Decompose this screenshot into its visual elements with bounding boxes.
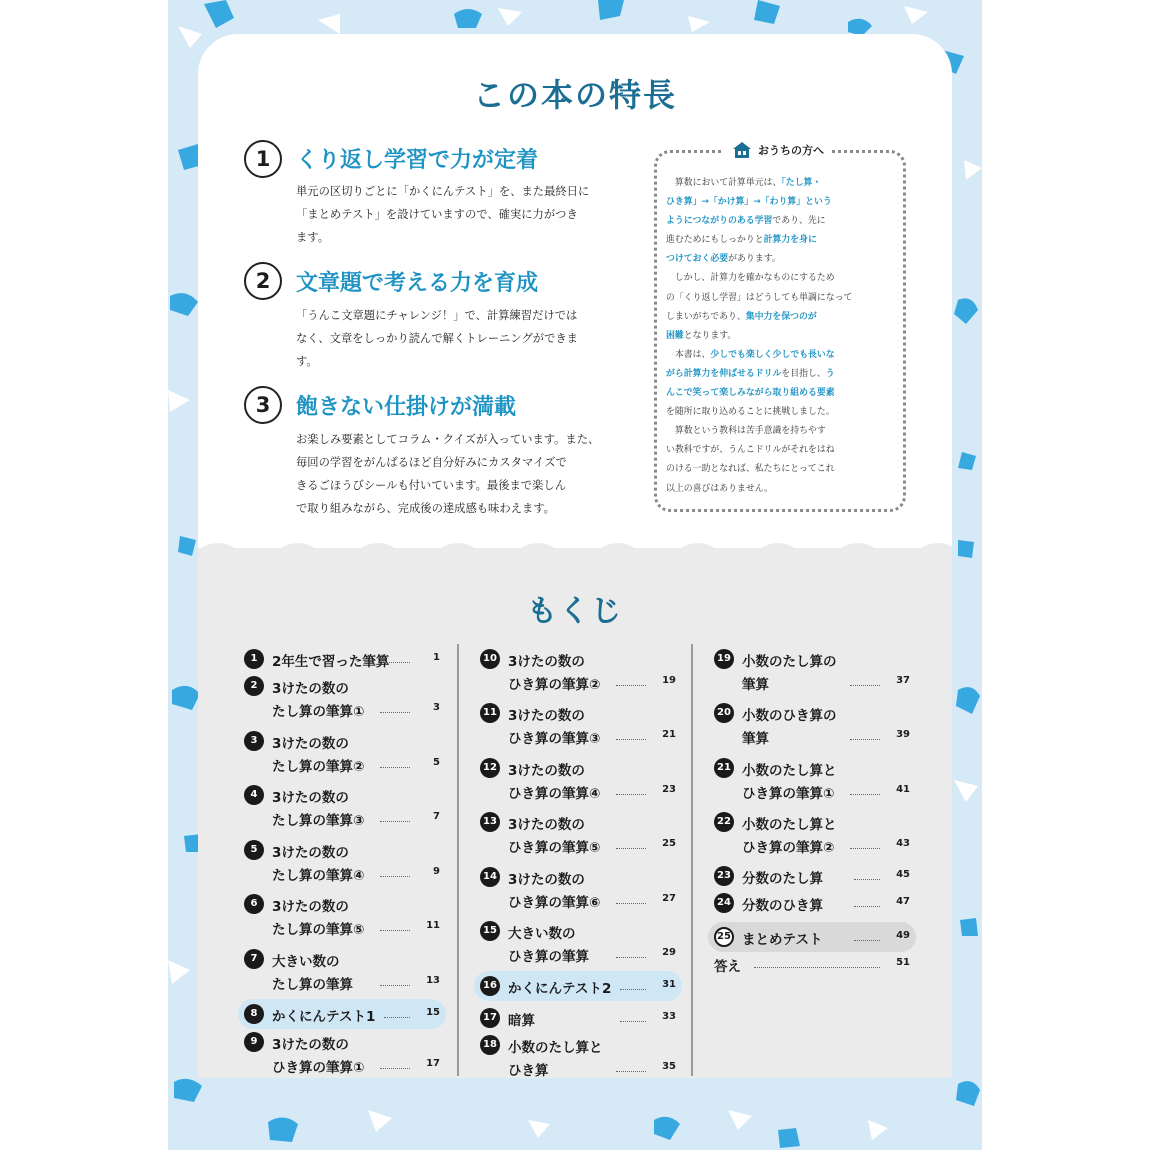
- feature-heading-2: 文章題で考える力を育成: [296, 271, 539, 296]
- feature-text-line: なく、文章をしっかり読んで解くトレーニングができま: [296, 332, 578, 345]
- toc-number-badge: 12: [480, 758, 500, 778]
- toc-item-title: 3けたの数の: [508, 654, 585, 670]
- toc-item-title: 3けたの数の: [272, 790, 349, 806]
- toc-item[interactable]: [714, 812, 910, 856]
- toc-page-number: 5: [433, 757, 440, 768]
- column-divider: [691, 644, 693, 1076]
- toc-leader-dots: [850, 685, 880, 686]
- toc-item-subtitle: たし算の筆算⑤: [272, 922, 365, 938]
- toc-page-number: 7: [433, 811, 440, 822]
- note-text: い教科ですが、うんこドリルがそれをはね: [666, 445, 835, 456]
- note-line: [666, 384, 896, 403]
- toc-item[interactable]: [714, 758, 910, 802]
- toc-page-number: 45: [896, 869, 910, 880]
- feature-text-1: [296, 180, 589, 249]
- toc-leader-dots: [620, 989, 646, 990]
- toc-item-title: 3けたの数の: [508, 763, 585, 779]
- toc-leader-dots: [854, 906, 880, 907]
- toc-item[interactable]: [480, 1035, 676, 1079]
- note-text: しかし、計算力を確かなものにするため: [666, 273, 835, 284]
- note-highlight-text: つけておく必要: [666, 254, 729, 265]
- feature-number-3: 3: [244, 386, 282, 424]
- toc-item-title: 3けたの数の: [272, 1037, 349, 1053]
- toc-item-subtitle: たし算の筆算: [272, 977, 353, 993]
- note-text: 以上の喜びはありません。: [666, 483, 774, 494]
- toc-number-badge: 21: [714, 758, 734, 778]
- toc-number-badge: 6: [244, 894, 264, 914]
- note-line: [666, 193, 896, 212]
- toc-item[interactable]: [244, 1032, 440, 1076]
- toc-number-badge: 4: [244, 785, 264, 805]
- toc-item-subtitle: ひき算の筆算③: [508, 731, 601, 747]
- toc-item[interactable]: [480, 921, 676, 965]
- toc-leader-dots: [380, 876, 410, 877]
- note-text: があります。: [728, 254, 781, 265]
- toc-number-badge: 11: [480, 703, 500, 723]
- toc-page-number: 9: [433, 866, 440, 877]
- toc-item-title: 大きい数の: [272, 954, 340, 970]
- toc-leader-dots: [384, 1017, 410, 1018]
- toc-item-subtitle: ひき算の筆算①: [272, 1060, 365, 1076]
- toc-item-title: 分数のひき算: [742, 898, 823, 914]
- note-line: [666, 327, 896, 346]
- toc-item-subtitle: 筆算: [742, 731, 769, 747]
- toc-item-title: まとめテスト: [742, 932, 823, 948]
- toc-item-title: 3けたの数の: [272, 736, 349, 752]
- toc-number-badge: 22: [714, 812, 734, 832]
- toc-page-number: 41: [896, 784, 910, 795]
- house-icon: [732, 141, 752, 159]
- toc-item[interactable]: [480, 812, 676, 856]
- feature-text-line: で取り組みながら、完成後の達成感も味わえます。: [296, 502, 555, 515]
- note-text: 算数において計算単元は、: [666, 178, 782, 188]
- note-highlight-text: 少しでも楽しく少しでも長いな: [710, 349, 835, 360]
- toc-page-number: 51: [896, 957, 910, 968]
- note-text: 算数という教科は苦手意識を持ちやす: [666, 426, 826, 437]
- toc-leader-dots: [854, 879, 880, 880]
- toc-page-number: 11: [426, 920, 440, 931]
- toc-item-title: 小数のひき算の: [742, 708, 837, 724]
- toc-number-badge: 25: [714, 927, 734, 947]
- note-text: 進むためにもしっかりと: [666, 235, 764, 246]
- toc-page-number: 29: [662, 947, 676, 958]
- toc-page-number: 19: [662, 675, 676, 686]
- note-line: [666, 308, 896, 327]
- toc-page-number: 17: [426, 1058, 440, 1069]
- toc-item-title: 3けたの数の: [272, 845, 349, 861]
- toc-leader-dots: [380, 930, 410, 931]
- toc-item-title: 小数のたし算と: [508, 1040, 603, 1056]
- toc-item-subtitle: たし算の筆算③: [272, 813, 365, 829]
- toc-item[interactable]: [244, 785, 440, 829]
- toc-item[interactable]: [714, 954, 910, 994]
- note-text: を随所に取り込めることに挑戦しました。: [666, 407, 835, 418]
- toc-page-number: 39: [896, 729, 910, 740]
- note-highlight-text: う: [825, 368, 835, 379]
- note-highlight-text: 計算力を身に: [763, 235, 817, 246]
- toc-item-subtitle: たし算の筆算④: [272, 868, 365, 884]
- feature-heading-1: くり返し学習で力が定着: [296, 148, 539, 173]
- note-line: [666, 231, 896, 250]
- note-highlight-text: 困難: [666, 330, 684, 341]
- toc-number-badge: 24: [714, 893, 734, 913]
- toc-page-number: 21: [662, 729, 676, 740]
- note-line: [666, 422, 896, 441]
- toc-item-title: 3けたの数の: [508, 872, 585, 888]
- toc-item-title: 小数のたし算と: [742, 817, 837, 833]
- toc-number-badge: 19: [714, 649, 734, 669]
- toc-item-title: かくにんテスト1: [272, 1009, 376, 1025]
- toc-page-number: 49: [896, 930, 910, 941]
- toc-item[interactable]: [244, 949, 440, 993]
- toc-leader-dots: [850, 739, 880, 740]
- toc-leader-dots: [616, 957, 646, 958]
- toc-page-number: 25: [662, 838, 676, 849]
- wave-divider: [198, 536, 952, 576]
- toc-leader-dots: [616, 794, 646, 795]
- note-highlight-text: 集中力を保つのが: [745, 311, 817, 322]
- toc-number-badge: 9: [244, 1032, 264, 1052]
- toc-item-subtitle: ひき算の筆算②: [742, 840, 835, 856]
- parents-note-text: [666, 174, 896, 499]
- toc-page-number: 33: [662, 1011, 676, 1022]
- toc-item-title: 小数のたし算の: [742, 654, 837, 670]
- toc-page-number: 23: [662, 784, 676, 795]
- toc-page-number: 15: [426, 1007, 440, 1018]
- toc-leader-dots: [754, 967, 880, 968]
- note-text: を目指し、: [781, 368, 826, 379]
- feature-text-line: す。: [296, 355, 318, 368]
- toc-item[interactable]: [480, 703, 676, 747]
- note-line: [666, 441, 896, 460]
- note-line: [666, 365, 896, 384]
- toc-leader-dots: [616, 1071, 646, 1072]
- toc-item-subtitle: たし算の筆算②: [272, 759, 365, 775]
- note-highlight-text: ひき算」→「かけ算」→「わり算」という: [666, 197, 832, 208]
- toc-item-title: 3けたの数の: [272, 681, 349, 697]
- feature-text-line: 「うんこ文章題にチャレンジ！」で、計算練習だけでは: [296, 309, 578, 322]
- toc-item[interactable]: [244, 894, 440, 938]
- note-text: しまいがちであり、: [666, 311, 746, 322]
- note-highlight-text: んこで笑って楽しみながら取り組める要素: [666, 388, 835, 399]
- toc-number-badge: 3: [244, 731, 264, 751]
- note-text: のける一助となれば、私たちにとってこれ: [666, 464, 835, 475]
- feature-text-line: ます。: [296, 231, 329, 244]
- toc-item-title: 小数のたし算と: [742, 763, 837, 779]
- toc-page-number: 31: [662, 979, 676, 990]
- feature-text-line: 「まとめテスト」を設けていますので、確実に力がつき: [296, 208, 578, 221]
- note-text: であり、先に: [772, 216, 826, 227]
- note-text: となります。: [683, 330, 737, 341]
- toc-item-subtitle: ひき算の筆算: [508, 949, 589, 965]
- toc-item[interactable]: [244, 840, 440, 884]
- toc-leader-dots: [380, 821, 410, 822]
- toc-number-badge: 2: [244, 676, 264, 696]
- feature-text-line: お楽しみ要素としてコラム・クイズが入っています。また、: [296, 433, 600, 446]
- toc-number-badge: 7: [244, 949, 264, 969]
- toc-page-number: 13: [426, 975, 440, 986]
- toc-leader-dots: [616, 739, 646, 740]
- feature-text-3: [296, 428, 599, 520]
- toc-item[interactable]: [714, 649, 910, 693]
- note-line: [666, 480, 896, 499]
- note-line: [666, 269, 896, 288]
- toc-leader-dots: [380, 985, 410, 986]
- toc-leader-dots: [850, 848, 880, 849]
- note-line: [666, 289, 896, 308]
- toc-leader-dots: [616, 685, 646, 686]
- toc-item[interactable]: [480, 649, 676, 693]
- note-text: 本書は、: [666, 349, 711, 360]
- toc-page-number: 27: [662, 893, 676, 904]
- toc-leader-dots: [616, 903, 646, 904]
- toc-item-title: 3けたの数の: [508, 708, 585, 724]
- toc-item[interactable]: [714, 703, 910, 747]
- toc-leader-dots: [380, 767, 410, 768]
- toc-number-badge: 16: [480, 976, 500, 996]
- toc-item-subtitle: たし算の筆算①: [272, 704, 365, 720]
- note-line: [666, 460, 896, 479]
- feature-text-line: きるごほうびシールも付いています。最後まで楽しん: [296, 479, 566, 492]
- feature-text-2: [296, 304, 578, 373]
- feature-number-2: 2: [244, 262, 282, 300]
- note-highlight-text: 「たし算・: [781, 178, 822, 188]
- toc-number-badge: 17: [480, 1008, 500, 1028]
- toc-item-title: 大きい数の: [508, 926, 576, 942]
- toc-leader-dots: [620, 1021, 646, 1022]
- toc-number-badge: 10: [480, 649, 500, 669]
- note-line: [666, 346, 896, 365]
- toc-item-title: 暗算: [508, 1013, 535, 1029]
- toc-item-title: 3けたの数の: [508, 817, 585, 833]
- toc-item-subtitle: 筆算: [742, 677, 769, 693]
- toc-item-title: 2年生で習った筆算: [272, 654, 390, 670]
- parents-note-header: [724, 140, 832, 160]
- toc-number-badge: 15: [480, 921, 500, 941]
- note-highlight-text: ようにつながりのある学習: [666, 216, 773, 227]
- toc-leader-dots: [616, 848, 646, 849]
- column-divider: [457, 644, 459, 1076]
- toc-item[interactable]: [480, 758, 676, 802]
- toc-title: もくじ: [527, 594, 623, 629]
- toc-number-badge: 14: [480, 867, 500, 887]
- toc-item-title: 3けたの数の: [272, 899, 349, 915]
- note-line: [666, 174, 896, 193]
- toc-item[interactable]: [480, 867, 676, 911]
- note-line: [666, 250, 896, 269]
- toc-number-badge: 8: [244, 1004, 264, 1024]
- toc-number-badge: 18: [480, 1035, 500, 1055]
- parents-note-title: おうちの方へ: [758, 144, 824, 157]
- feature-heading-3: 飽きない仕掛けが満載: [296, 395, 517, 420]
- toc-page-number: 3: [433, 702, 440, 713]
- note-text: の「くり返し学習」はどうしても単調になって: [666, 292, 853, 303]
- note-line: [666, 403, 896, 422]
- toc-item-subtitle: ひき算: [508, 1063, 549, 1079]
- toc-item-title: 答え: [714, 959, 741, 975]
- toc-page-number: 1: [433, 652, 440, 663]
- toc-item-subtitle: ひき算の筆算②: [508, 677, 601, 693]
- toc-leader-dots: [854, 940, 880, 941]
- toc-item[interactable]: [244, 731, 440, 775]
- toc-page-number: 35: [662, 1061, 676, 1072]
- toc-item-subtitle: ひき算の筆算⑥: [508, 895, 601, 911]
- page-title: この本の特長: [472, 76, 677, 114]
- toc-page-number: 37: [896, 675, 910, 686]
- toc-item-subtitle: ひき算の筆算⑤: [508, 840, 601, 856]
- feature-text-line: 単元の区切りごとに「かくにんテスト」を、また最終日に: [296, 185, 590, 198]
- toc-page-number: 47: [896, 896, 910, 907]
- toc-number-badge: 5: [244, 840, 264, 860]
- note-highlight-text: がら計算力を伸ばせるドリル: [666, 368, 782, 379]
- toc-leader-dots: [384, 662, 410, 663]
- toc-item-subtitle: ひき算の筆算④: [508, 786, 601, 802]
- toc-number-badge: 23: [714, 866, 734, 886]
- toc-number-badge: 13: [480, 812, 500, 832]
- toc-item[interactable]: [244, 676, 440, 720]
- toc-item-title: 分数のたし算: [742, 871, 823, 887]
- toc-number-badge: 20: [714, 703, 734, 723]
- feature-number-1: 1: [244, 140, 282, 178]
- toc-number-badge: 1: [244, 649, 264, 669]
- toc-leader-dots: [380, 1068, 410, 1069]
- toc-leader-dots: [380, 712, 410, 713]
- feature-text-line: 毎回の学習をがんばるほど自分好みにカスタマイズで: [296, 456, 567, 469]
- toc-item-subtitle: ひき算の筆算①: [742, 786, 835, 802]
- toc-item-title: かくにんテスト2: [508, 981, 612, 997]
- page: [168, 0, 982, 1150]
- toc-page-number: 43: [896, 838, 910, 849]
- toc-leader-dots: [850, 794, 880, 795]
- note-line: [666, 212, 896, 231]
